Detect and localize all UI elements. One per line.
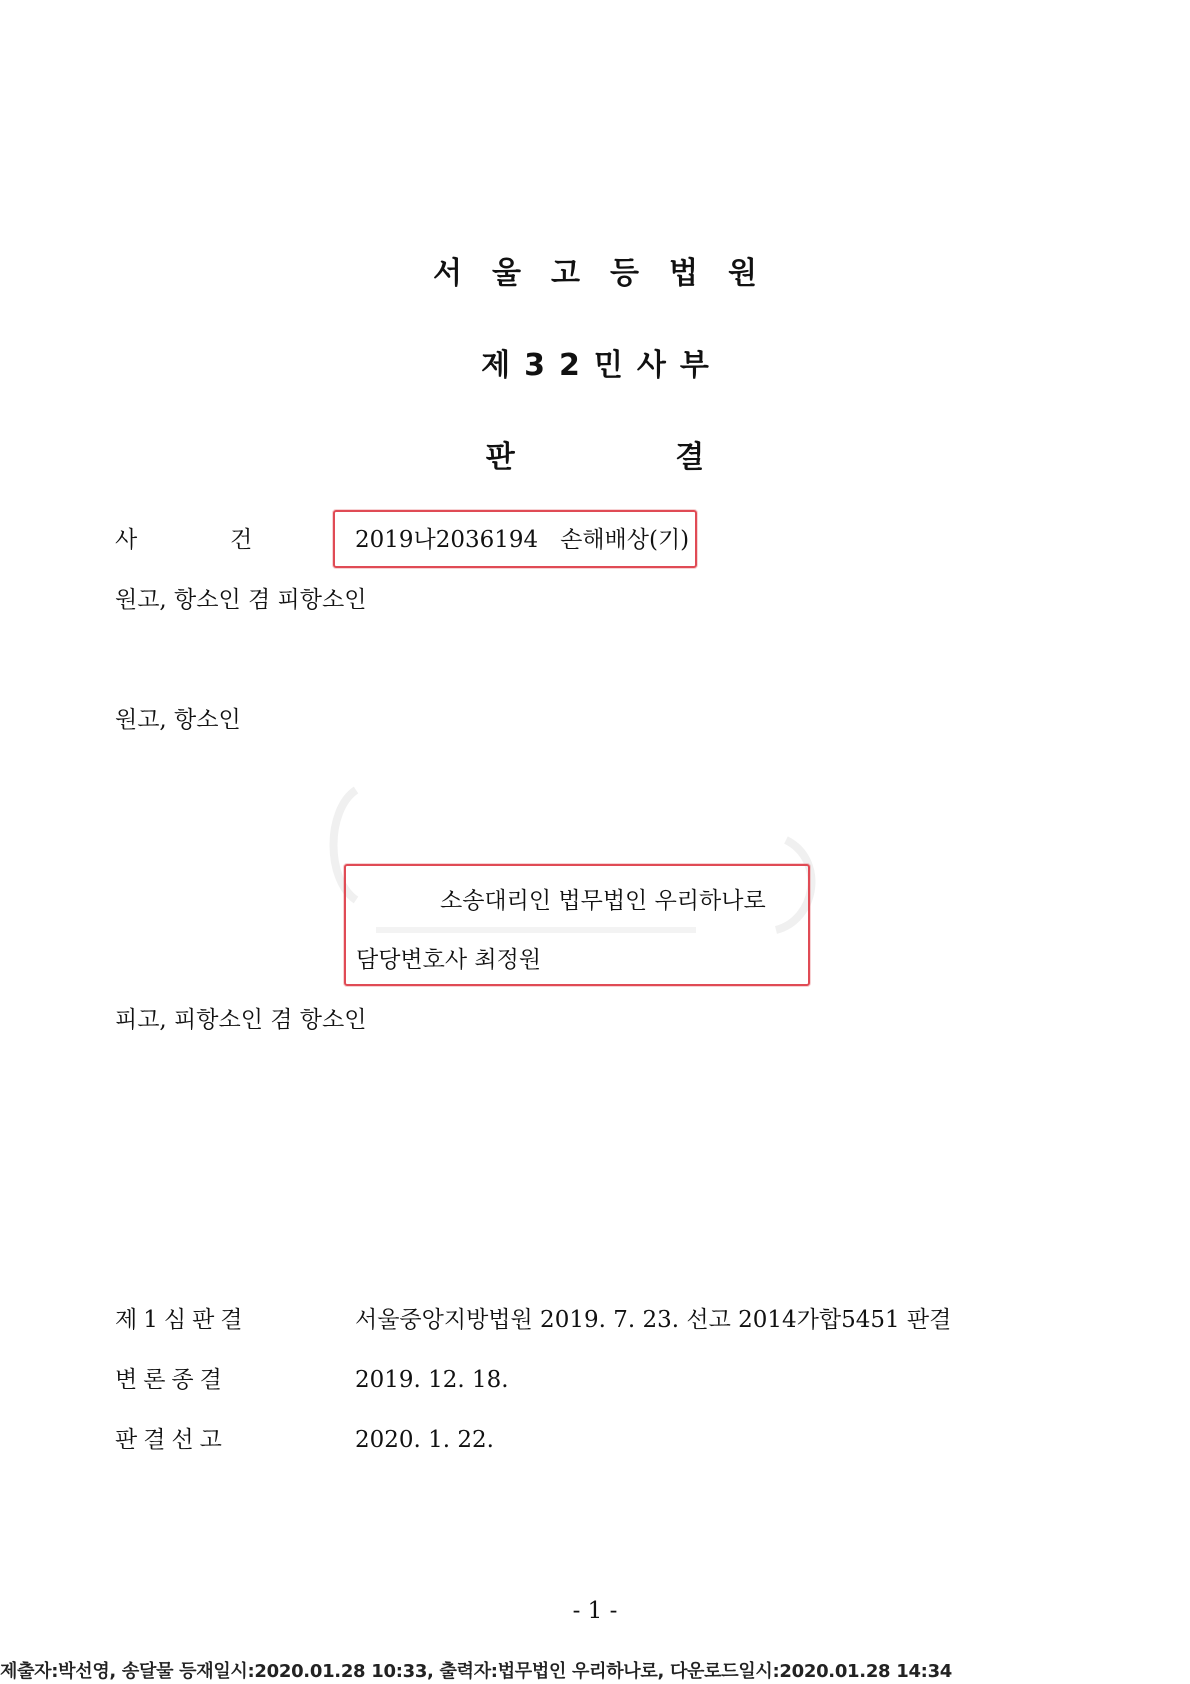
download-footer: 제출자:박선영, 송달물 등재일시:2020.01.28 10:33, 출력자:법무법인 우리하나로, 다운로드일시:2020.01.28 14:34: [0, 1661, 953, 1682]
first-instance-value: 서울중앙지방법원 2019. 7. 23. 선고 2014가합5451 판결: [355, 1307, 952, 1333]
argument-closed-value: 2019. 12. 18.: [355, 1367, 509, 1393]
first-instance-label: 제1심판결: [115, 1307, 249, 1333]
party-defendant-appellee-appellant: 피고, 피항소인 겸 항소인: [115, 1007, 367, 1033]
court-title: 서울고등법원: [433, 256, 787, 291]
department-title: 제32민사부: [481, 348, 723, 383]
party-plaintiff-appellant: 원고, 항소인: [115, 707, 241, 733]
judgment-date-value: 2020. 1. 22.: [355, 1427, 494, 1453]
argument-closed-label: 변론종결: [115, 1367, 228, 1393]
party-plaintiff-appellant-appellee: 원고, 항소인 겸 피항소인: [115, 587, 367, 613]
case-number: 2019나2036194 손해배상(기): [355, 527, 690, 553]
representative-firm: 소송대리인 법무법인 우리하나로: [440, 888, 766, 914]
case-label: 사 건: [115, 527, 253, 553]
representative-lawyer: 담당변호사 최정원: [356, 947, 542, 973]
document-type-title: 판 결: [485, 440, 705, 475]
judgment-date-label: 판결선고: [115, 1427, 228, 1453]
page-number: - 1 -: [572, 1598, 618, 1624]
